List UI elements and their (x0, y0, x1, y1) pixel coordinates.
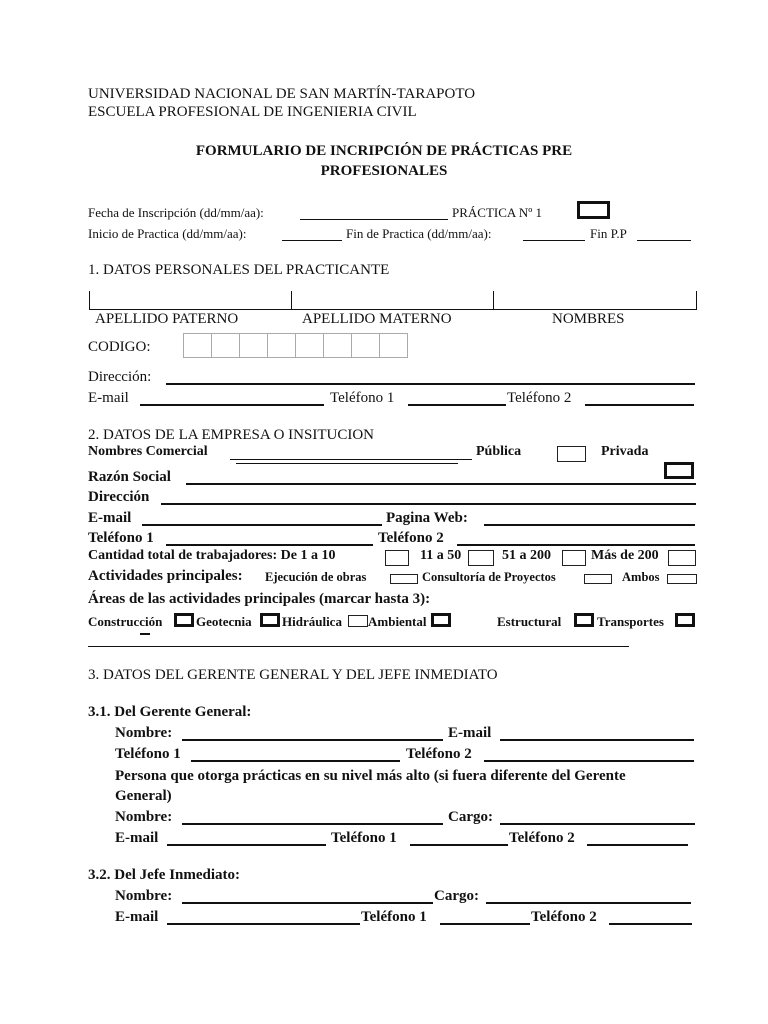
persona-cargo-label: Cargo: (448, 809, 493, 825)
razon-social-field[interactable] (186, 483, 696, 485)
ambos-checkbox[interactable] (667, 574, 697, 584)
pagina-web-label: Pagina Web: (386, 510, 468, 526)
estructural-checkbox[interactable] (574, 613, 594, 627)
telefono1-label: Teléfono 1 (330, 390, 395, 406)
jefe-email-label: E-mail (115, 909, 159, 925)
empresa-telefono1-label: Teléfono 1 (88, 530, 154, 546)
persona-text-line2: General) (115, 788, 172, 804)
razon-social-label: Razón Social (88, 469, 171, 485)
gerente-email-field[interactable] (500, 739, 694, 741)
ambiental-checkbox[interactable] (431, 613, 451, 627)
email-field[interactable] (140, 404, 324, 406)
publica-label: Pública (476, 444, 522, 459)
jefe-subheading: 3.2. Del Jefe Inmediato: (88, 867, 241, 883)
direccion-label: Dirección: (88, 369, 152, 385)
hidraulica-label: Hidráulica (282, 614, 342, 629)
telefono1-field[interactable] (408, 404, 506, 406)
codigo-cell[interactable] (267, 333, 296, 358)
jefe-cargo-field[interactable] (486, 902, 691, 904)
practica-no-box[interactable] (577, 201, 610, 219)
cantidad-51-200-checkbox[interactable] (562, 550, 586, 566)
gerente-nombre-field[interactable] (182, 739, 443, 741)
telefono2-field[interactable] (585, 404, 694, 406)
cantidad-mas-200-checkbox[interactable] (668, 550, 696, 566)
email-label: E-mail (88, 390, 129, 406)
construccion-label: Construcción (88, 614, 163, 629)
persona-telefono2-field[interactable] (587, 844, 688, 846)
empresa-telefono1-field[interactable] (166, 544, 373, 546)
form-title-line2: PROFESIONALES (320, 163, 448, 179)
fin-pp-field[interactable] (637, 240, 691, 241)
cantidad-1-10-checkbox[interactable] (385, 550, 409, 566)
empresa-email-field[interactable] (142, 524, 382, 526)
jefe-telefono1-field[interactable] (440, 923, 530, 925)
persona-nombre-label: Nombre: (115, 809, 173, 825)
codigo-cell[interactable] (351, 333, 380, 358)
practica-no-label: PRÁCTICA Nº 1 (452, 205, 542, 220)
gerente-telefono2-label: Teléfono 2 (406, 746, 472, 762)
codigo-cell[interactable] (183, 333, 212, 358)
cantidad-11-50-checkbox[interactable] (468, 550, 494, 566)
pagina-web-field[interactable] (484, 524, 695, 526)
ejecucion-label: Ejecución de obras (265, 570, 367, 584)
fecha-inscripcion-label: Fecha de Inscripción (dd/mm/aa): (88, 205, 264, 220)
gerente-telefono2-field[interactable] (484, 760, 694, 762)
gerente-nombre-label: Nombre: (115, 725, 173, 741)
jefe-telefono1-label: Teléfono 1 (361, 909, 427, 925)
section2-heading: 2. DATOS DE LA EMPRESA O INSITUCION (88, 427, 374, 443)
jefe-telefono2-label: Teléfono 2 (531, 909, 597, 925)
jefe-nombre-label: Nombre: (115, 888, 173, 904)
empresa-telefono2-label: Teléfono 2 (378, 530, 444, 546)
form-title-line1: FORMULARIO DE INCRIPCIÓN DE PRÁCTICAS PRE (195, 143, 573, 159)
geotecnia-checkbox[interactable] (260, 613, 280, 627)
empresa-direccion-field[interactable] (161, 503, 696, 505)
apellido-materno-label: APELLIDO MATERNO (302, 311, 452, 327)
jefe-cargo-label: Cargo: (434, 888, 479, 904)
name-table-divider (291, 291, 292, 309)
section1-heading: 1. DATOS PERSONALES DEL PRACTICANTE (88, 262, 390, 278)
persona-telefono2-label: Teléfono 2 (509, 830, 575, 846)
construccion-checkbox[interactable] (174, 613, 194, 627)
ambiental-label: Ambiental (368, 614, 427, 629)
telefono2-label: Teléfono 2 (507, 390, 572, 406)
publica-checkbox[interactable] (557, 446, 586, 462)
hidraulica-checkbox[interactable] (348, 615, 368, 627)
persona-text-line1: Persona que otorga prácticas en su nivel más alto (si fuera diferente del Gerente (115, 768, 626, 784)
areas-field[interactable] (88, 646, 629, 647)
consultoria-checkbox[interactable] (584, 574, 612, 584)
persona-telefono1-field[interactable] (410, 844, 508, 846)
construccion-underline-mark (140, 633, 150, 635)
codigo-cell[interactable] (295, 333, 324, 358)
fin-practica-field[interactable] (523, 240, 585, 241)
opt-mas-200-label: Más de 200 (591, 548, 659, 563)
university-name: UNIVERSIDAD NACIONAL DE SAN MARTÍN-TARAPOTO (88, 86, 476, 102)
privada-checkbox[interactable] (664, 462, 694, 479)
jefe-telefono2-field[interactable] (609, 923, 692, 925)
inicio-practica-field[interactable] (282, 240, 342, 241)
persona-telefono1-label: Teléfono 1 (331, 830, 397, 846)
direccion-field[interactable] (166, 383, 695, 385)
geotecnia-label: Geotecnia (196, 614, 252, 629)
codigo-cell[interactable] (323, 333, 352, 358)
persona-cargo-field[interactable] (500, 823, 695, 825)
apellido-paterno-label: APELLIDO PATERNO (95, 311, 239, 327)
name-table-baseline (89, 309, 697, 310)
nombres-comercial-field[interactable] (230, 459, 472, 460)
ambos-label: Ambos (622, 570, 660, 584)
fecha-inscripcion-field[interactable] (300, 219, 448, 220)
name-table-divider (89, 291, 90, 309)
areas-label: Áreas de las actividades principales (marcar hasta 3): (88, 591, 431, 607)
codigo-cell[interactable] (211, 333, 240, 358)
jefe-nombre-field[interactable] (182, 902, 433, 904)
name-table-divider (696, 291, 697, 309)
actividades-label: Actividades principales: (88, 568, 243, 584)
school-name: ESCUELA PROFESIONAL DE INGENIERIA CIVIL (88, 104, 417, 120)
jefe-email-field[interactable] (167, 923, 360, 925)
empresa-telefono2-field[interactable] (457, 544, 695, 546)
transportes-checkbox[interactable] (675, 613, 695, 627)
codigo-cell[interactable] (239, 333, 268, 358)
fin-pp-label: Fin P.P (590, 226, 627, 241)
persona-nombre-field[interactable] (182, 823, 443, 825)
gerente-email-label: E-mail (448, 725, 492, 741)
estructural-label: Estructural (497, 614, 562, 629)
gerente-subheading: 3.1. Del Gerente General: (88, 704, 252, 720)
opt-11-50-label: 11 a 50 (420, 548, 462, 563)
consultoria-label: Consultoría de Proyectos (422, 570, 556, 584)
ejecucion-checkbox[interactable] (390, 574, 418, 584)
inicio-practica-label: Inicio de Practica (dd/mm/aa): (88, 226, 247, 241)
codigo-label: CODIGO: (88, 339, 151, 355)
empresa-email-label: E-mail (88, 510, 132, 526)
gerente-telefono1-label: Teléfono 1 (115, 746, 181, 762)
privada-label: Privada (601, 444, 649, 459)
cantidad-trabajadores-label: Cantidad total de trabajadores: De 1 a 10 (88, 548, 336, 563)
name-table-divider (493, 291, 494, 309)
opt-51-200-label: 51 a 200 (502, 548, 551, 563)
persona-email-field[interactable] (167, 844, 326, 846)
transportes-label: Transportes (597, 614, 664, 629)
persona-email-label: E-mail (115, 830, 159, 846)
section3-heading: 3. DATOS DEL GERENTE GENERAL Y DEL JEFE INMEDIATO (88, 667, 498, 683)
nombres-label: NOMBRES (552, 311, 625, 327)
codigo-cell[interactable] (379, 333, 408, 358)
gerente-telefono1-field[interactable] (191, 760, 400, 762)
nombres-comercial-label: Nombres Comercial (88, 444, 208, 459)
nombres-comercial-field-line2[interactable] (236, 463, 458, 464)
fin-practica-label: Fin de Practica (dd/mm/aa): (346, 226, 492, 241)
empresa-direccion-label: Dirección (88, 489, 150, 505)
